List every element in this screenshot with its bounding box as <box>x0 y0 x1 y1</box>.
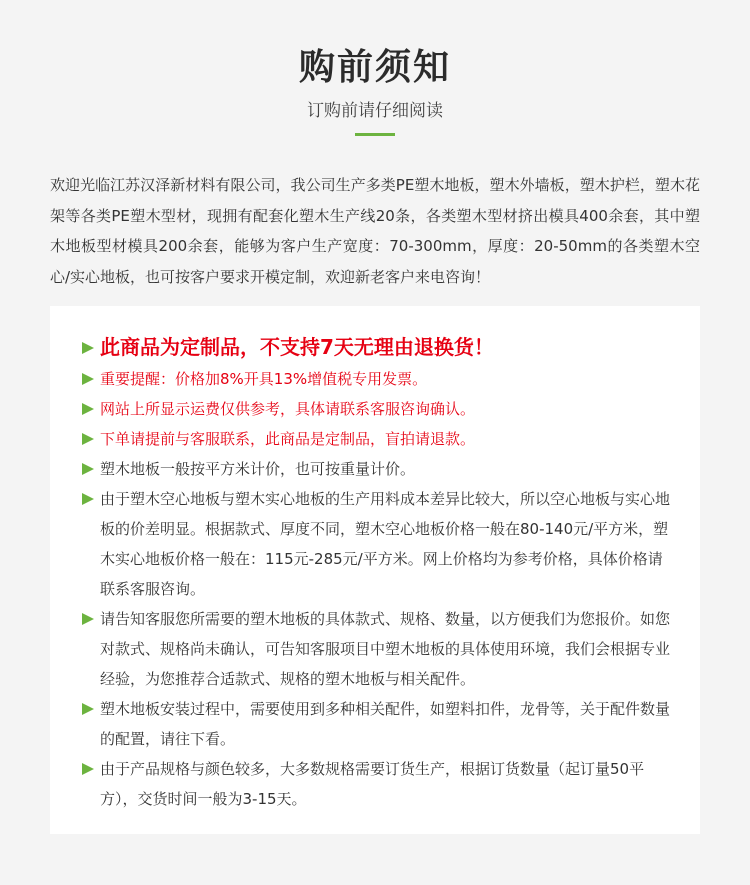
notice-item-accessories <box>80 694 674 754</box>
triangle-bullet-icon <box>82 373 94 385</box>
notice-text: 此商品为定制品，不支持7天无理由退换货！ <box>100 335 494 359</box>
triangle-bullet-icon <box>82 703 94 715</box>
notice-item-pricing-unit <box>80 454 674 484</box>
triangle-bullet-icon <box>82 433 94 445</box>
title-underline <box>355 133 395 136</box>
notice-item-delivery <box>80 754 674 814</box>
notice-item-invoice <box>80 364 674 394</box>
notice-text: 网站上所显示运费仅供参考，具体请联系客服咨询确认。 <box>100 400 476 418</box>
notice-text: 请告知客服您所需要的塑木地板的具体款式、规格、数量，以方便我们为您报价。如您对款式、规格尚未确认，可告知客服项目中塑木地板的具体使用环境，我们会根据专业经验，为您推荐合适款式、规格的塑木地板与相关配件。 <box>100 610 671 688</box>
notice-item-contact <box>80 424 674 454</box>
notice-text: 由于塑木空心地板与塑木实心地板的生产用料成本差异比较大，所以空心地板与实心地板的价差明显。根据款式、厚度不同，塑木空心地板价格一般在80-140元/平方米，塑木实心地板价格一般在：115元-285元/平方米。网上价格均为参考价格，具体价格请联系客服咨询。 <box>100 490 671 598</box>
triangle-bullet-icon <box>82 403 94 415</box>
triangle-bullet-icon <box>82 763 94 775</box>
triangle-bullet-icon <box>82 613 94 625</box>
notice-text: 塑木地板一般按平方米计价，也可按重量计价。 <box>100 460 416 478</box>
notice-item-custom-product <box>80 332 674 362</box>
notice-text: 由于产品规格与颜色较多，大多数规格需要订货生产，根据订货数量（起订量50平方），交货时间一般为3-15天。 <box>100 760 645 808</box>
notice-item-quote <box>80 604 674 694</box>
page-title: 购前须知 <box>298 47 451 88</box>
notice-item-price-difference <box>80 484 674 604</box>
triangle-bullet-icon <box>82 342 94 354</box>
company-intro: 欢迎光临江苏汉泽新材料有限公司，我公司生产多类PE塑木地板，塑木外墙板，塑木护栏，塑木花架等各类PE塑木型材，现拥有配套化塑木生产线20条，各类塑木型材挤出模具400余套，其中塑木地板型材模具200余套，能够为客户生产宽度：70-300mm，厚度：20-50mm的各类塑木空心/实心地板，也可按客户要求开模定制，欢迎新老客户来电咨询！ <box>50 176 700 286</box>
triangle-bullet-icon <box>82 463 94 475</box>
notice-text: 重要提醒：价格加8%开具13%增值税专用发票。 <box>100 370 428 388</box>
notice-panel <box>50 306 700 834</box>
page-header <box>0 0 750 136</box>
notice-text: 塑木地板安装过程中，需要使用到多种相关配件，如塑料扣件，龙骨等，关于配件数量的配置，请往下看。 <box>100 700 671 748</box>
notice-text: 下单请提前与客服联系，此商品是定制品，盲拍请退款。 <box>100 430 476 448</box>
notice-item-shipping <box>80 394 674 424</box>
page-subtitle: 订购前请仔细阅读 <box>307 101 443 121</box>
triangle-bullet-icon <box>82 493 94 505</box>
